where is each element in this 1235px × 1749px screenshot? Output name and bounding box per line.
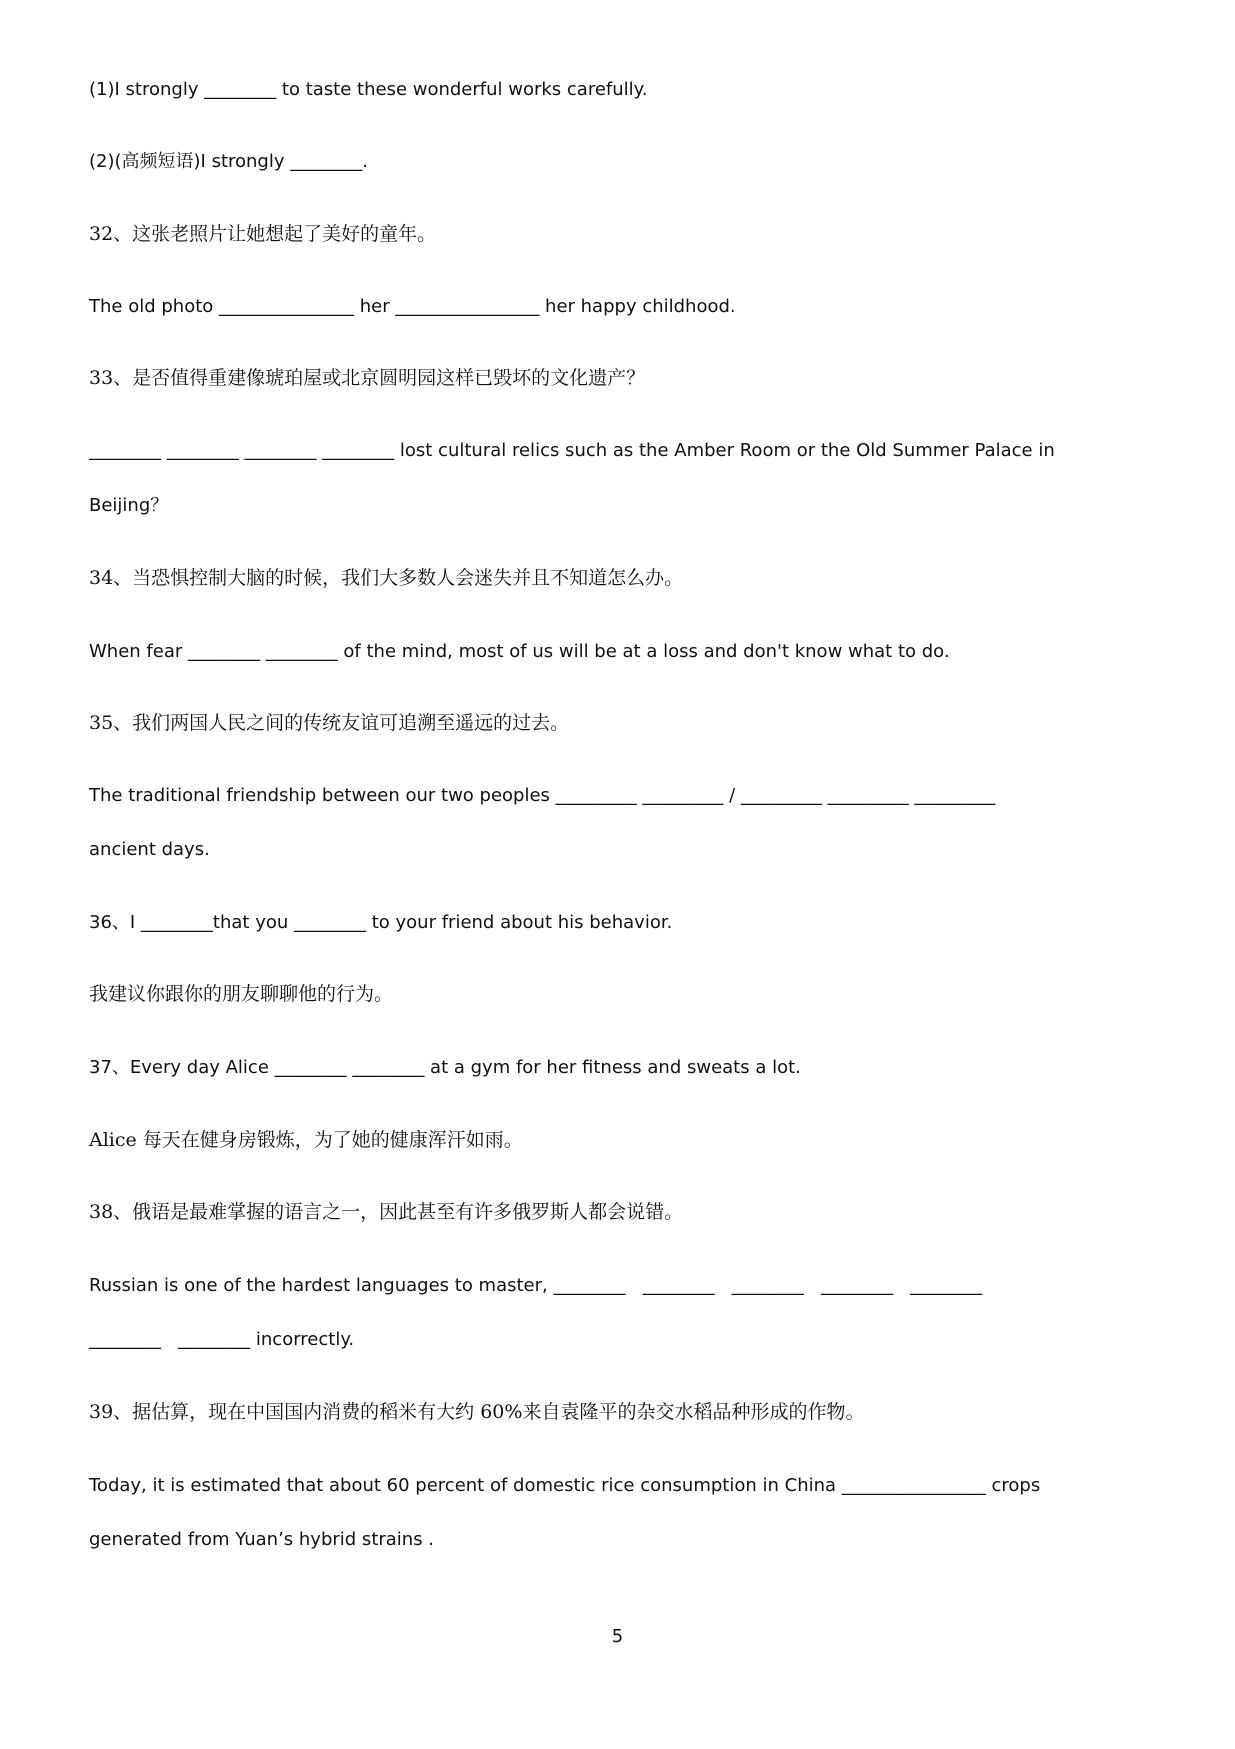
q34-english: When fear ________ ________ of the mind, most of us will be at a loss and don't know what to do. (89, 641, 950, 662)
q39-chinese: 39、据估算，现在中国国内消费的稻米有大约 60%来自袁隆平的杂交水稻品种形成的作物。 (89, 1401, 865, 1423)
page-number: 5 (611, 1626, 624, 1647)
q33-chinese: 33、是否值得重建像琥珀屋或北京圆明园这样已毁坏的文化遗产？ (89, 367, 646, 389)
q35-english-line-2: ancient days. (89, 839, 210, 860)
q32-chinese: 32、这张老照片让她想起了美好的童年。 (89, 223, 437, 245)
q38-english-line-1: Russian is one of the hardest languages to master, ________ ________ ________ ________ ________ (89, 1275, 983, 1296)
q31-sentence-1: (1)I strongly ________ to taste these wonderful works carefully. (89, 79, 648, 100)
q38-chinese: 38、俄语是最难掌握的语言之一，因此甚至有许多俄罗斯人都会说错。 (89, 1201, 684, 1223)
q37-english: 37、Every day Alice ________ ________ at a gym for her fitness and sweats a lot. (89, 1057, 801, 1078)
q32-english: The old photo _______________ her ________________ her happy childhood. (89, 296, 736, 317)
q36-english: 36、I ________that you ________ to your friend about his behavior. (89, 912, 673, 933)
q36-chinese: 我建议你跟你的朋友聊聊他的行为。 (89, 983, 394, 1005)
q37-chinese: Alice 每天在健身房锻炼，为了她的健康浑汗如雨。 (89, 1129, 523, 1151)
q33-english-line-1: ________ ________ ________ ________ lost cultural relics such as the Amber Room or the Old Summer Palace in (89, 440, 1055, 461)
q35-chinese: 35、我们两国人民之间的传统友谊可追溯至遥远的过去。 (89, 712, 570, 734)
q35-english-line-1: The traditional friendship between our two peoples _________ _________ / _________ _________ _________ (89, 785, 996, 806)
q39-english-line-1: Today, it is estimated that about 60 percent of domestic rice consumption in China ________________ crops (89, 1475, 1041, 1496)
q38-english-line-2: ________ ________ incorrectly. (89, 1329, 355, 1350)
q33-english-line-2: Beijing？ (89, 495, 169, 516)
q34-chinese: 34、当恐惧控制大脑的时候，我们大多数人会迷失并且不知道怎么办。 (89, 567, 684, 589)
q39-english-line-2: generated from Yuan’s hybrid strains . (89, 1529, 435, 1550)
q31-sentence-2: (2)(高频短语)I strongly ________. (89, 151, 368, 172)
